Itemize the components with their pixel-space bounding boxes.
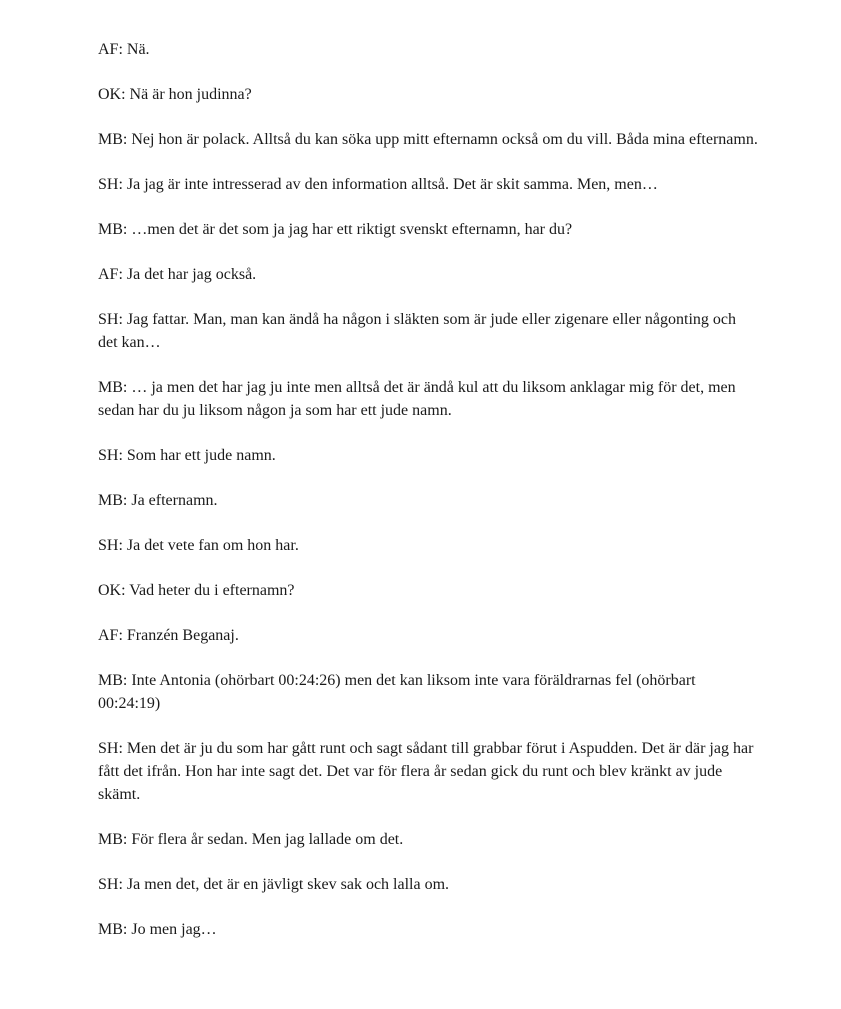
transcript-line: SH: Ja det vete fan om hon har. xyxy=(98,537,299,554)
transcript-line: SH: Som har ett jude namn. xyxy=(98,447,276,464)
transcript-line: SH: Ja men det, det är en jävligt skev sak och lalla om. xyxy=(98,876,450,893)
transcript-line: MB: Inte Antonia (ohörbart 00:24:26) men det kan liksom inte vara föräldrarnas fel (ohörbart 00:24:19) xyxy=(98,672,696,712)
transcript-line: OK: Vad heter du i efternamn? xyxy=(98,582,295,599)
transcript-line: MB: Jo men jag… xyxy=(98,921,217,938)
transcript-line: MB: …men det är det som ja jag har ett riktigt svenskt efternamn, har du? xyxy=(98,221,573,238)
transcript-line: MB: För flera år sedan. Men jag lallade om det. xyxy=(98,831,404,848)
transcript-line: SH: Jag fattar. Man, man kan ändå ha någon i släkten som är jude eller zigenare eller någonting och det kan… xyxy=(98,311,737,351)
transcript-line: SH: Men det är ju du som har gått runt och sagt sådant till grabbar förut i Aspudden. Det är där jag har fått det ifrån. Hon har inte sagt det. Det var för flera år sedan gick du runt och blev kränkt av jude skämt. xyxy=(98,740,754,803)
transcript-line: AF: Ja det har jag också. xyxy=(98,266,257,283)
transcript-line: AF: Nä. xyxy=(98,41,150,58)
transcript-line: MB: Nej hon är polack. Alltså du kan söka upp mitt efternamn också om du vill. Båda mina efternamn. xyxy=(98,131,758,148)
transcript-page xyxy=(98,38,758,963)
transcript-line: SH: Ja jag är inte intresserad av den information alltså. Det är skit samma. Men, men… xyxy=(98,176,658,193)
transcript-line: OK: Nä är hon judinna? xyxy=(98,86,252,103)
transcript-line: MB: Ja efternamn. xyxy=(98,492,218,509)
transcript-line: AF: Franzén Beganaj. xyxy=(98,627,239,644)
transcript-line: MB: … ja men det har jag ju inte men alltså det är ändå kul att du liksom anklagar mig för det, men sedan har du ju liksom någon ja som har ett jude namn. xyxy=(98,379,736,419)
